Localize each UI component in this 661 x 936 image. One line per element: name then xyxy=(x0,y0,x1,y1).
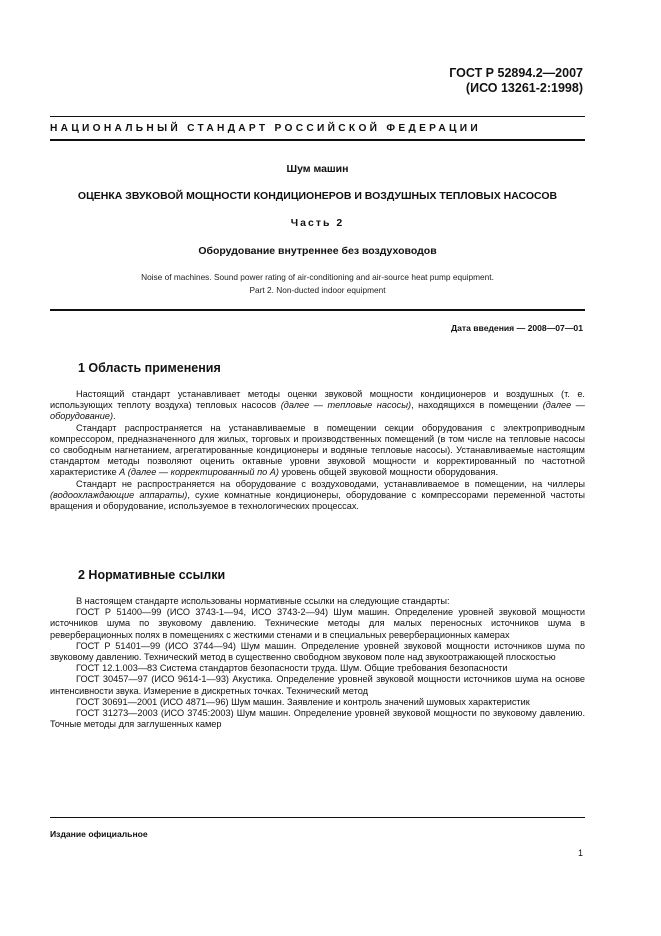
top-divider xyxy=(50,116,585,117)
title-part-name: Оборудование внутреннее без воздуховодов xyxy=(198,245,437,257)
section-2-body xyxy=(50,596,585,730)
normative-reference: ГОСТ 30457—97 (ИСО 9614-1—93) Акустика. Определение уровней звуковой мощности источников шума на основе интенсивности звука. Измерение в дискретных точках. Технический метод xyxy=(50,674,585,696)
introduction-date: Дата введения — 2008—07—01 xyxy=(450,323,583,333)
footer-divider xyxy=(50,817,585,818)
section-1-heading: 1 Область применения xyxy=(78,361,221,375)
section-1-paragraph-2: Стандарт распространяется на устанавливаемые в помещении секции оборудования с электроприводным компрессором, предназначенного для жилых, торговых и производственных помещений (в том числе на тепловые насосы со свободным нагнетанием, агрегатированные кондиционеры и водяные тепловые насосы). Устанавливаемые настоящим стандартом методы позволяют оценить октавные уровни звуковой мощности и корректированный по частотной характеристике А (далее — корректированный по А) уровень общей звуковой мощности оборудования. xyxy=(50,422,585,478)
official-edition-label: Издание официальное xyxy=(50,829,148,839)
title-english-line2: Part 2. Non-ducted indoor equipment xyxy=(249,285,386,295)
title-main: ОЦЕНКА ЗВУКОВОЙ МОЩНОСТИ КОНДИЦИОНЕРОВ И ВОЗДУШНЫХ ТЕПЛОВЫХ НАСОСОВ xyxy=(77,190,558,202)
section-2-heading: 2 Нормативные ссылки xyxy=(78,568,226,582)
normative-reference: ГОСТ Р 51400—99 (ИСО 3743-1—94, ИСО 3743-2—94) Шум машин. Определение уровней звуковой мощности источников шума по звуковому давлению. Технические методы для малых переносных источников шума в реверберационных полях в помещениях с жесткими стенами и в специальных реверберационных камерах xyxy=(50,607,585,640)
normative-reference: ГОСТ Р 51401—99 (ИСО 3744—94) Шум машин. Определение уровней звуковой мощности источников шума по звуковому давлению. Технический метод в существенно свободном звуковом поле над звукоотражающей плоскостью xyxy=(50,640,585,663)
title-part: Часть 2 xyxy=(290,217,345,229)
normative-reference: ГОСТ 30691—2001 (ИСО 4871—96) Шум машин. Заявление и контроль значений шумовых характеристик xyxy=(76,696,530,707)
gost-identifier xyxy=(449,66,583,96)
banner-divider xyxy=(50,139,585,141)
normative-reference: ГОСТ 12.1.003—83 Система стандартов безопасности труда. Шум. Общие требования безопасности xyxy=(76,663,508,674)
page-number: 1 xyxy=(577,848,583,858)
section-2-intro: В настоящем стандарте использованы нормативные ссылки на следующие стандарты: xyxy=(76,596,450,606)
title-subject: Шум машин xyxy=(286,163,349,175)
gost-number: ГОСТ Р 52894.2—2007 xyxy=(449,66,583,80)
section-1-paragraph-3: Стандарт не распространяется на оборудование с воздуховодами, устанавливаемое в помещении, на чиллеры (водоохлаждающие аппараты), сухие комнатные кондиционеры, оборудование с компрессорами переменной частоты вращения и оборудование, используемое в технологических процессах. xyxy=(50,478,585,512)
section-1-body xyxy=(50,389,585,512)
normative-reference: ГОСТ 31273—2003 (ИСО 3745:2003) Шум машин. Определение уровней звуковой мощности по звуковому давлению. Точные методы для заглушенных камер xyxy=(50,708,585,730)
iso-number: (ИСО 13261-2:1998) xyxy=(465,81,583,95)
title-english-line1: Noise of machines. Sound power rating of air-conditioning and air-source heat pump equipment. xyxy=(141,272,494,282)
title-divider xyxy=(50,309,585,311)
national-standard-banner: НАЦИОНАЛЬНЫЙ СТАНДАРТ РОССИЙСКОЙ ФЕДЕРАЦИИ xyxy=(50,123,482,134)
section-1-paragraph-1: Настоящий стандарт устанавливает методы оценки звуковой мощности кондиционеров и воздушных (т. е. использующих теплоту воздуха) тепловых насосов (далее — тепловые насосы), находящихся в помещении (далее — оборудование). xyxy=(50,389,585,422)
